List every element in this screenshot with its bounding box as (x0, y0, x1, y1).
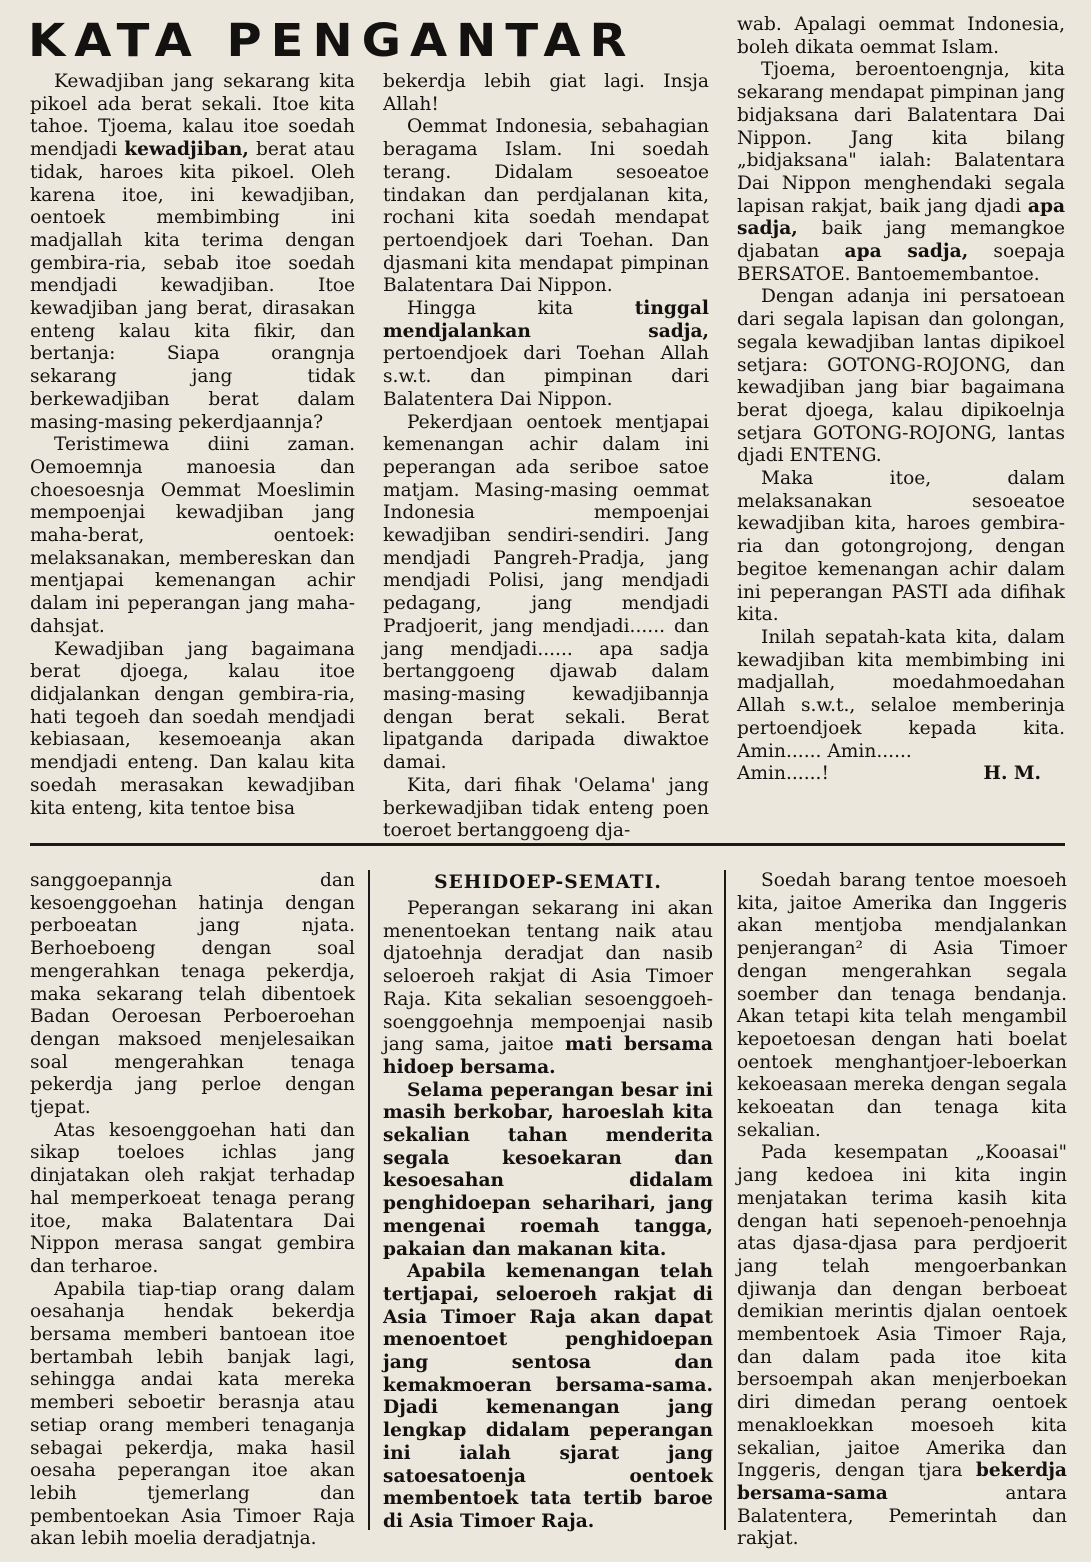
top-column-3 (737, 14, 1065, 786)
paragraph: Teristimewa diini zaman. Oemoemnja manoesia dan choesoesnja Oemmat Moeslimin mempoenjai kewadjiban jang maha-berat, oentoek: melaksanakan, membereskan dan mentjapai kemenangan achir dalam ini peperangan jang maha-dahsjat. (30, 434, 355, 637)
author-initials: H. M. (983, 763, 1041, 785)
paragraph: Kewadjiban jang bagaimana berat djoega, kalau itoe didjalankan dengan gembira-ria, hati tegoeh dan soedah mendjadi kebiasaan, kesemoeanja akan mendjadi enteng. Dan kalau kita soedah merasakan kewadjiban kita enteng, kita tentoe bisa (30, 638, 355, 819)
column-divider (724, 870, 726, 1530)
paragraph: Apabila kemenangan telah tertjapai, seloeroeh rakjat di Asia Timoer Raja akan dapat menoentoet penghidoepan jang sentosa dan kemakmoeran bersama-sama. Djadi kemenangan jang lengkap didalam peperangan ini ialah sjarat jang satoesatoenja oentoek membentoek tata tertib baroe di Asia Timoer Raja. (383, 1261, 713, 1532)
paragraph: Kewadjiban jang sekarang kita pikoel ada berat sekali. Itoe kita tahoe. Tjoema, kalau itoe soedah mendjadi kewadjiban, berat atau tidak, haroes kita pikoel. Oleh karena itoe, ini kewadjiban, oentoek membimbing ini madjallah kita terima dengan gembira-ria, sebab itoe soedah mendjadi kewadjiban. Itoe kewadjiban jang berat, dirasakan enteng kalau kita fikir, dan bertanja: Siapa orangnja sekarang jang tidak berkewadjiban berat dalam masing-masing pekerdjaannja? (30, 71, 355, 433)
paragraph: Selama peperangan besar ini masih berkobar, haroeslah kita sekalian tahan menderita segala kesoekaran dan kesoesahan didalam penghidoepan seharihari, jang mengenai roemah tangga, pakaian dan makanan kita. (383, 1079, 713, 1260)
bottom-column-2 (383, 898, 713, 1534)
paragraph: Apabila tiap-tiap orang dalam oesahanja hendak bekerdja bersama memberi bantoean itoe bertambah lebih banjak lagi, sehingga andai kata mereka memberi seboetir berasnja atau setiap orang memberi tenaganja sebagai pekerdja, maka hasil oesaha peperangan itoe akan lebih tjemerlang dan pembentoekan Asia Timoer Raja akan lebih moelia deradjatnja. (30, 1278, 355, 1550)
paragraph: Hingga kita tinggal mendjalankan sadja, pertoendjoek dari Toehan Allah s.w.t. dan pimpinan dari Balatentera Dai Nippon. (383, 298, 709, 410)
paragraph: Tjoema, beroentoengnja, kita sekarang mendapat pimpinan jang bidjaksana dari Balatentara Dai Nippon. Jang kita bilang „bidjaksana" ialah: Balatentara Dai Nippon menghendaki segala lapisan rakjat, baik jang djadi apa sadja, baik jang memangkoe djabatan apa sadja, soepaja BERSATOE. Bantoemembantoe. (737, 59, 1065, 285)
signature-line (737, 763, 1065, 786)
paragraph: Kita, dari fihak 'Oelama' jang berkewadjiban tidak enteng poen toeroet bertanggoeng dja- (383, 774, 709, 842)
paragraph: bekerdja lebih giat lagi. Insja Allah! (383, 71, 709, 115)
paragraph: Dengan adanja ini persatoean dari segala lapisan dan golongan, segala kewadjiban lantas dipikoel setjara: GOTONG-ROJONG, dan kewadjiban jang biar bagaimana berat djoega, kalau dipikoelnja setjara GOTONG-ROJONG, lantas djadi ENTENG. (737, 286, 1065, 467)
paragraph: Soedah barang tentoe moesoeh kita, jaitoe Amerika dan Inggeris akan mentjoba mendjalankan penjerangan² di Asia Timoer dengan mengerahkan segala soember dan tenaga bendanja. Akan tetapi kita telah mengambil kepoetoesan dengan hati boelat oentoek menghantjoer-leboerkan kekoeasaan mereka dengan segala kekoeatan dan tenaga kita sekalian. (737, 870, 1067, 1141)
section-heading: SEHIDOEP-SEMATI. (434, 872, 662, 893)
page-title: KATA PENGANTAR (28, 14, 636, 68)
paragraph: Pekerdjaan oentoek mentjapai kemenangan achir dalam ini peperangan ada seriboe satoe matjam. Masing-masing oemmat Indonesia mempoenjai kewadjiban sendiri-sendiri. Jang mendjadi Pangreh-Pradja, jang mendjadi Polisi, jang mendjadi pedagang, jang mendjadi Pradjoerit, jang mendjadi...... dan jang mendjadi...... apa sadja bertanggoeng djawab dalam masing-masing kewadjibannja dengan berat sekali. Berat lipatganda daripada diwaktoe damai. (383, 411, 709, 774)
bottom-column-1 (30, 870, 355, 1551)
top-column-1 (30, 71, 355, 820)
horizontal-divider (30, 843, 1065, 846)
paragraph: Atas kesoenggoehan hati dan sikap toeloes ichlas jang dinjatakan oleh rakjat terhadap hal memperkoeat tenaga perang itoe, maka Balatentara Dai Nippon merasa sangat gembira dan terharoe. (30, 1119, 355, 1277)
paragraph: Maka itoe, dalam melaksanakan sesoeatoe kewadjiban kita, haroes gembira-ria dan gotongrojong, dengan begitoe kemenangan achir dalam ini peperangan PASTI ada difihak kita. (737, 468, 1065, 626)
top-column-2 (383, 71, 709, 843)
paragraph: wab. Apalagi oemmat Indonesia, boleh dikata oemmat Islam. (737, 14, 1065, 58)
paragraph: Peperangan sekarang ini akan menentoekan tentang naik atau djatoehnja deradjat dan nasib seloeroeh rakjat di Asia Timoer Raja. Kita sekalian sesoenggoeh-soenggoehnja mempoenjai nasib jang sama, jaitoe mati bersama hidoep bersama. (383, 898, 713, 1078)
bottom-column-3 (737, 870, 1067, 1551)
paragraph: Pada kesempatan „Kooasai" jang kedoea ini kita ingin menjatakan terima kasih kita dengan hati sepenoeh-penoehnja atas djasa-djasa para perdjoerit jang telah mengoerbankan djiwanja dan dengan berboeat demikian merintis djalan oentoek membentoek Asia Timoer Raja, dan dalam pada itoe kita bersoempah akan menjerboekan diri dimedan perang oentoek menakloekkan moesoeh kita sekalian, jaitoe Amerika dan Inggeris, dengan tjara bekerdja bersama-sama antara Balatentera, Pemerintah dan rakjat. (737, 1142, 1067, 1550)
paragraph: sanggoepannja dan kesoenggoehan hatinja dengan perboeatan jang njata. Berhoeboeng dengan soal mengerahkan tenaga pekerdja, maka sekarang telah dibentoek Badan Oeroesan Perboeroehan dengan maksoed menjelesaikan soal mengerahkan tenaga pekerdja jang perloe dengan tjepat. (30, 870, 355, 1119)
column-divider (368, 870, 370, 1530)
paragraph: Oemmat Indonesia, sebahagian beragama Islam. Ini soedah terang. Didalam sesoeatoe tindakan dan perdjalanan kita, rochani kita soedah mendapat pertoendjoek dari Toehan. Dan djasmani kita mendapat pimpinan Balatentara Dai Nippon. (383, 116, 709, 297)
paragraph: Inilah sepatah-kata kita, dalam kewadjiban kita membimbing ini madjallah, moedahmoedahan Allah s.w.t., selaloe memberinja pertoendjoek kepada kita. Amin...... Amin...... (737, 626, 1065, 762)
closing-amin: Amin......! (737, 763, 829, 785)
